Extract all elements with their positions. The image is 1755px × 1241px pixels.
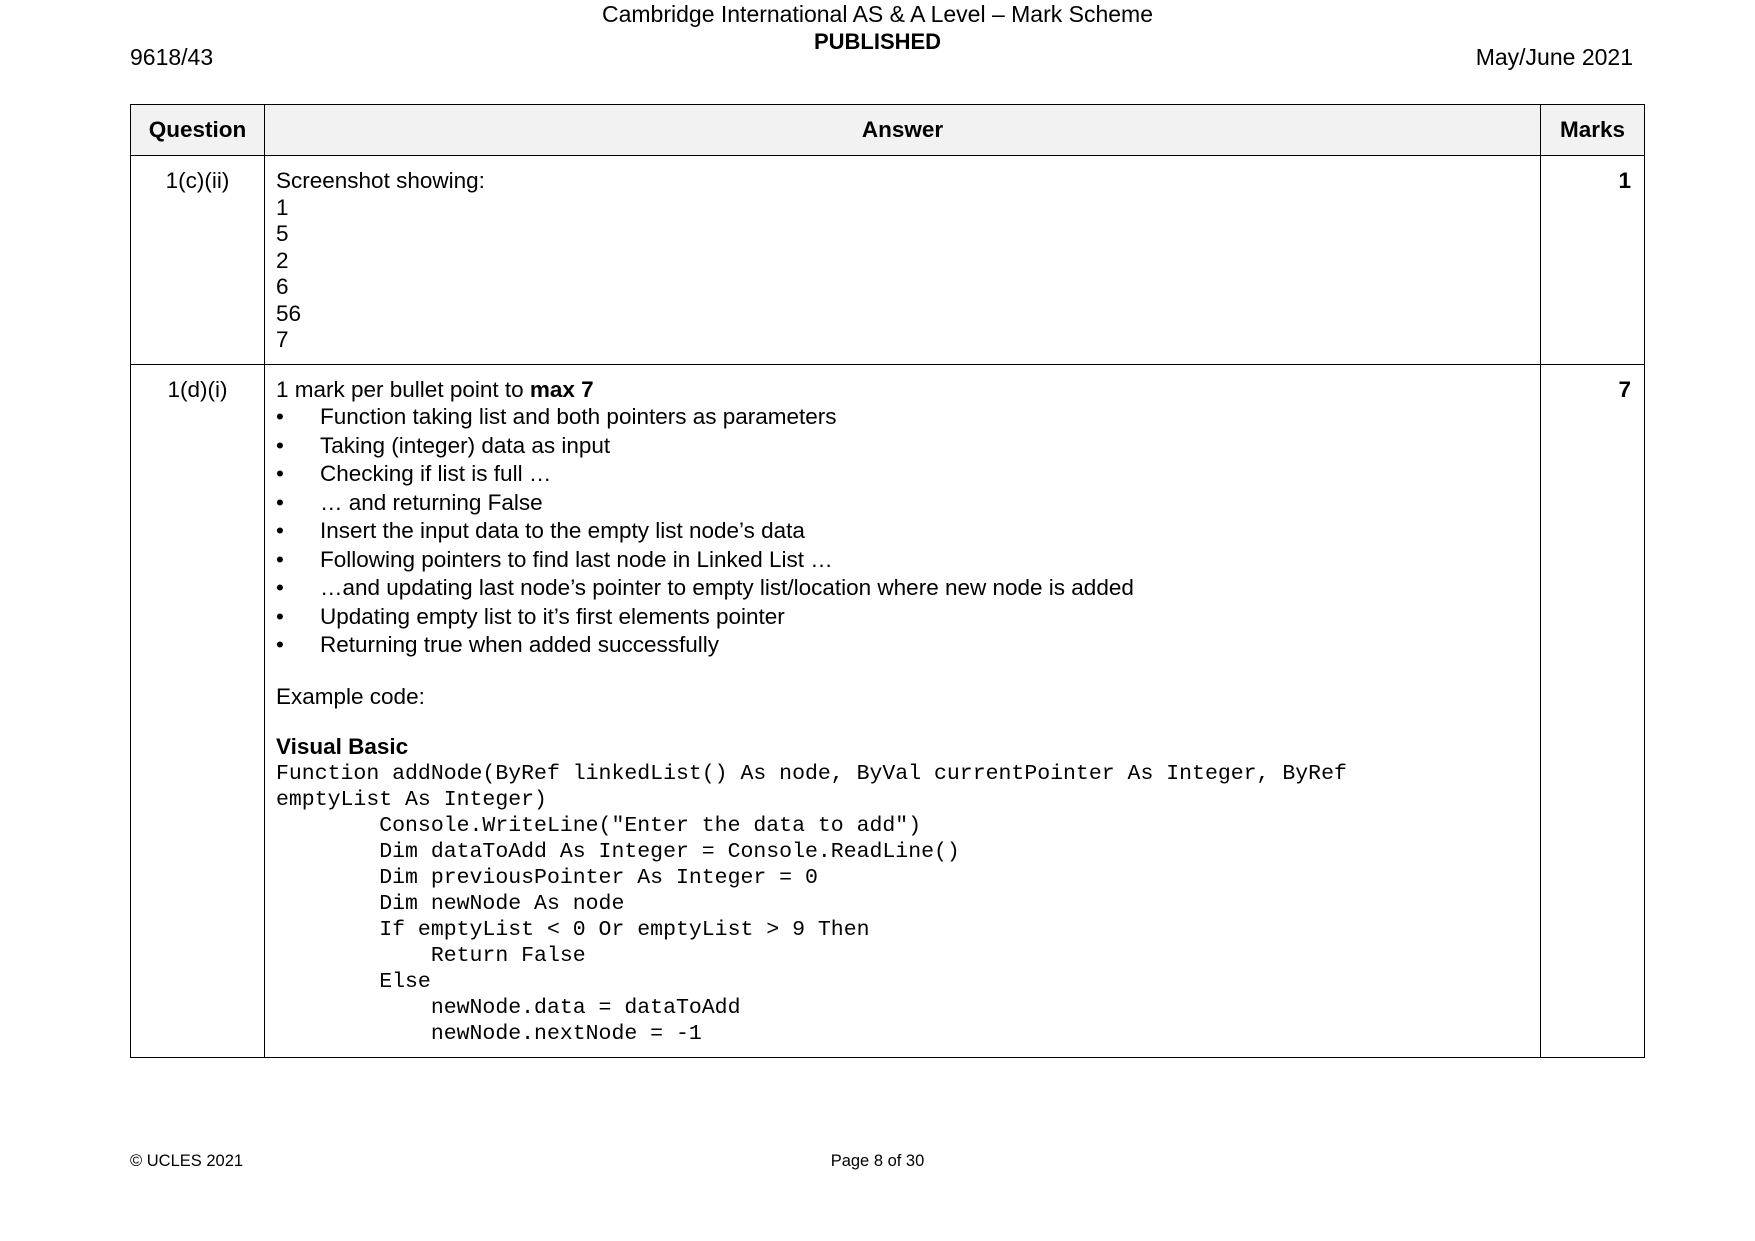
bullet-icon: •: [276, 518, 284, 543]
code-line: emptyList As Integer): [276, 787, 547, 812]
code-line: Dim previousPointer As Integer = 0: [276, 865, 818, 890]
code-line: newNode.data = dataToAdd: [276, 995, 741, 1020]
list-item: [276, 460, 1529, 489]
code-line: newNode.nextNode = -1: [276, 1021, 702, 1046]
code-line: If emptyList < 0 Or emptyList > 9 Then: [276, 917, 870, 942]
example-label: Example code:: [276, 683, 425, 709]
header-code: 9618/43: [130, 44, 214, 70]
screenshot-value: 1: [276, 194, 289, 220]
list-item: [276, 546, 1529, 575]
header-session: May/June 2021: [1475, 44, 1633, 70]
question-number: 1(c)(ii): [131, 156, 265, 365]
screenshot-value: 5: [276, 221, 289, 246]
spacer: [276, 710, 1529, 734]
list-item: [276, 489, 1529, 518]
answer-intro: [276, 377, 1529, 404]
answer-cell: [265, 156, 1541, 365]
code-line: Dim newNode As node: [276, 891, 625, 916]
answer-intro: Screenshot showing:: [276, 168, 485, 193]
list-item: [276, 517, 1529, 546]
table-header-row: [131, 105, 1645, 156]
bullet-icon: •: [276, 632, 284, 657]
intro-max: max 7: [529, 376, 594, 402]
code-line: Console.WriteLine("Enter the data to add"): [276, 813, 922, 838]
list-item: [276, 574, 1529, 603]
bullet-text: Function taking list and both pointers as parameters: [320, 404, 837, 429]
bullet-text: Checking if list is full …: [320, 461, 552, 486]
marks-header: Marks: [1541, 105, 1645, 156]
screenshot-value: 6: [276, 274, 289, 299]
list-item: [276, 603, 1529, 632]
language-label: Visual Basic: [276, 734, 409, 759]
bullet-text: Returning true when added successfully: [320, 632, 719, 657]
list-item: [276, 432, 1529, 461]
intro-text: 1 mark per bullet point to: [276, 376, 530, 402]
answer-cell: [265, 364, 1541, 1057]
screenshot-value: 7: [276, 327, 289, 352]
header-title: Cambridge International AS & A Level – Mark Scheme: [601, 1, 1154, 27]
spacer: [276, 660, 1529, 684]
bullet-text: …and updating last node’s pointer to empty list/location where new node is added: [320, 575, 1134, 600]
code-line: Dim dataToAdd As Integer = Console.ReadLine(): [276, 839, 960, 864]
table-row: [131, 156, 1645, 365]
table-row: [131, 364, 1645, 1057]
screenshot-value: 56: [276, 300, 302, 326]
code-line: Else: [276, 969, 431, 994]
header-status: PUBLISHED: [813, 29, 942, 54]
bullet-icon: •: [276, 489, 284, 515]
footer-page-number: Page 8 of 30: [830, 1152, 925, 1170]
bullet-icon: •: [276, 461, 284, 486]
list-item: [276, 403, 1529, 432]
question-header: Question: [131, 105, 265, 156]
marks-value: 7: [1541, 364, 1645, 1057]
bullet-text: Updating empty list to it’s first elements pointer: [320, 603, 785, 629]
bullet-icon: •: [276, 603, 284, 629]
bullet-icon: •: [276, 432, 284, 458]
bullet-text: … and returning False: [320, 489, 543, 515]
list-item: [276, 631, 1529, 660]
code-line: Return False: [276, 943, 586, 968]
footer-copyright: © UCLES 2021: [130, 1152, 244, 1170]
screenshot-value: 2: [276, 247, 289, 273]
mark-scheme-table: [130, 104, 1645, 1058]
marks-value: 1: [1541, 156, 1645, 365]
code-block: [276, 761, 1529, 1047]
bullet-text: Taking (integer) data as input: [320, 432, 611, 458]
question-number: 1(d)(i): [131, 364, 265, 1057]
answer-header: Answer: [265, 105, 1541, 156]
bullet-text: Following pointers to find last node in Linked List …: [320, 546, 833, 572]
bullet-icon: •: [276, 575, 284, 600]
bullet-text: Insert the input data to the empty list node’s data: [320, 518, 805, 543]
code-line: Function addNode(ByRef linkedList() As node, ByVal currentPointer As Integer, ByRef: [276, 761, 1347, 786]
bullet-list: [276, 403, 1529, 660]
bullet-icon: •: [276, 404, 284, 429]
bullet-icon: •: [276, 546, 284, 572]
